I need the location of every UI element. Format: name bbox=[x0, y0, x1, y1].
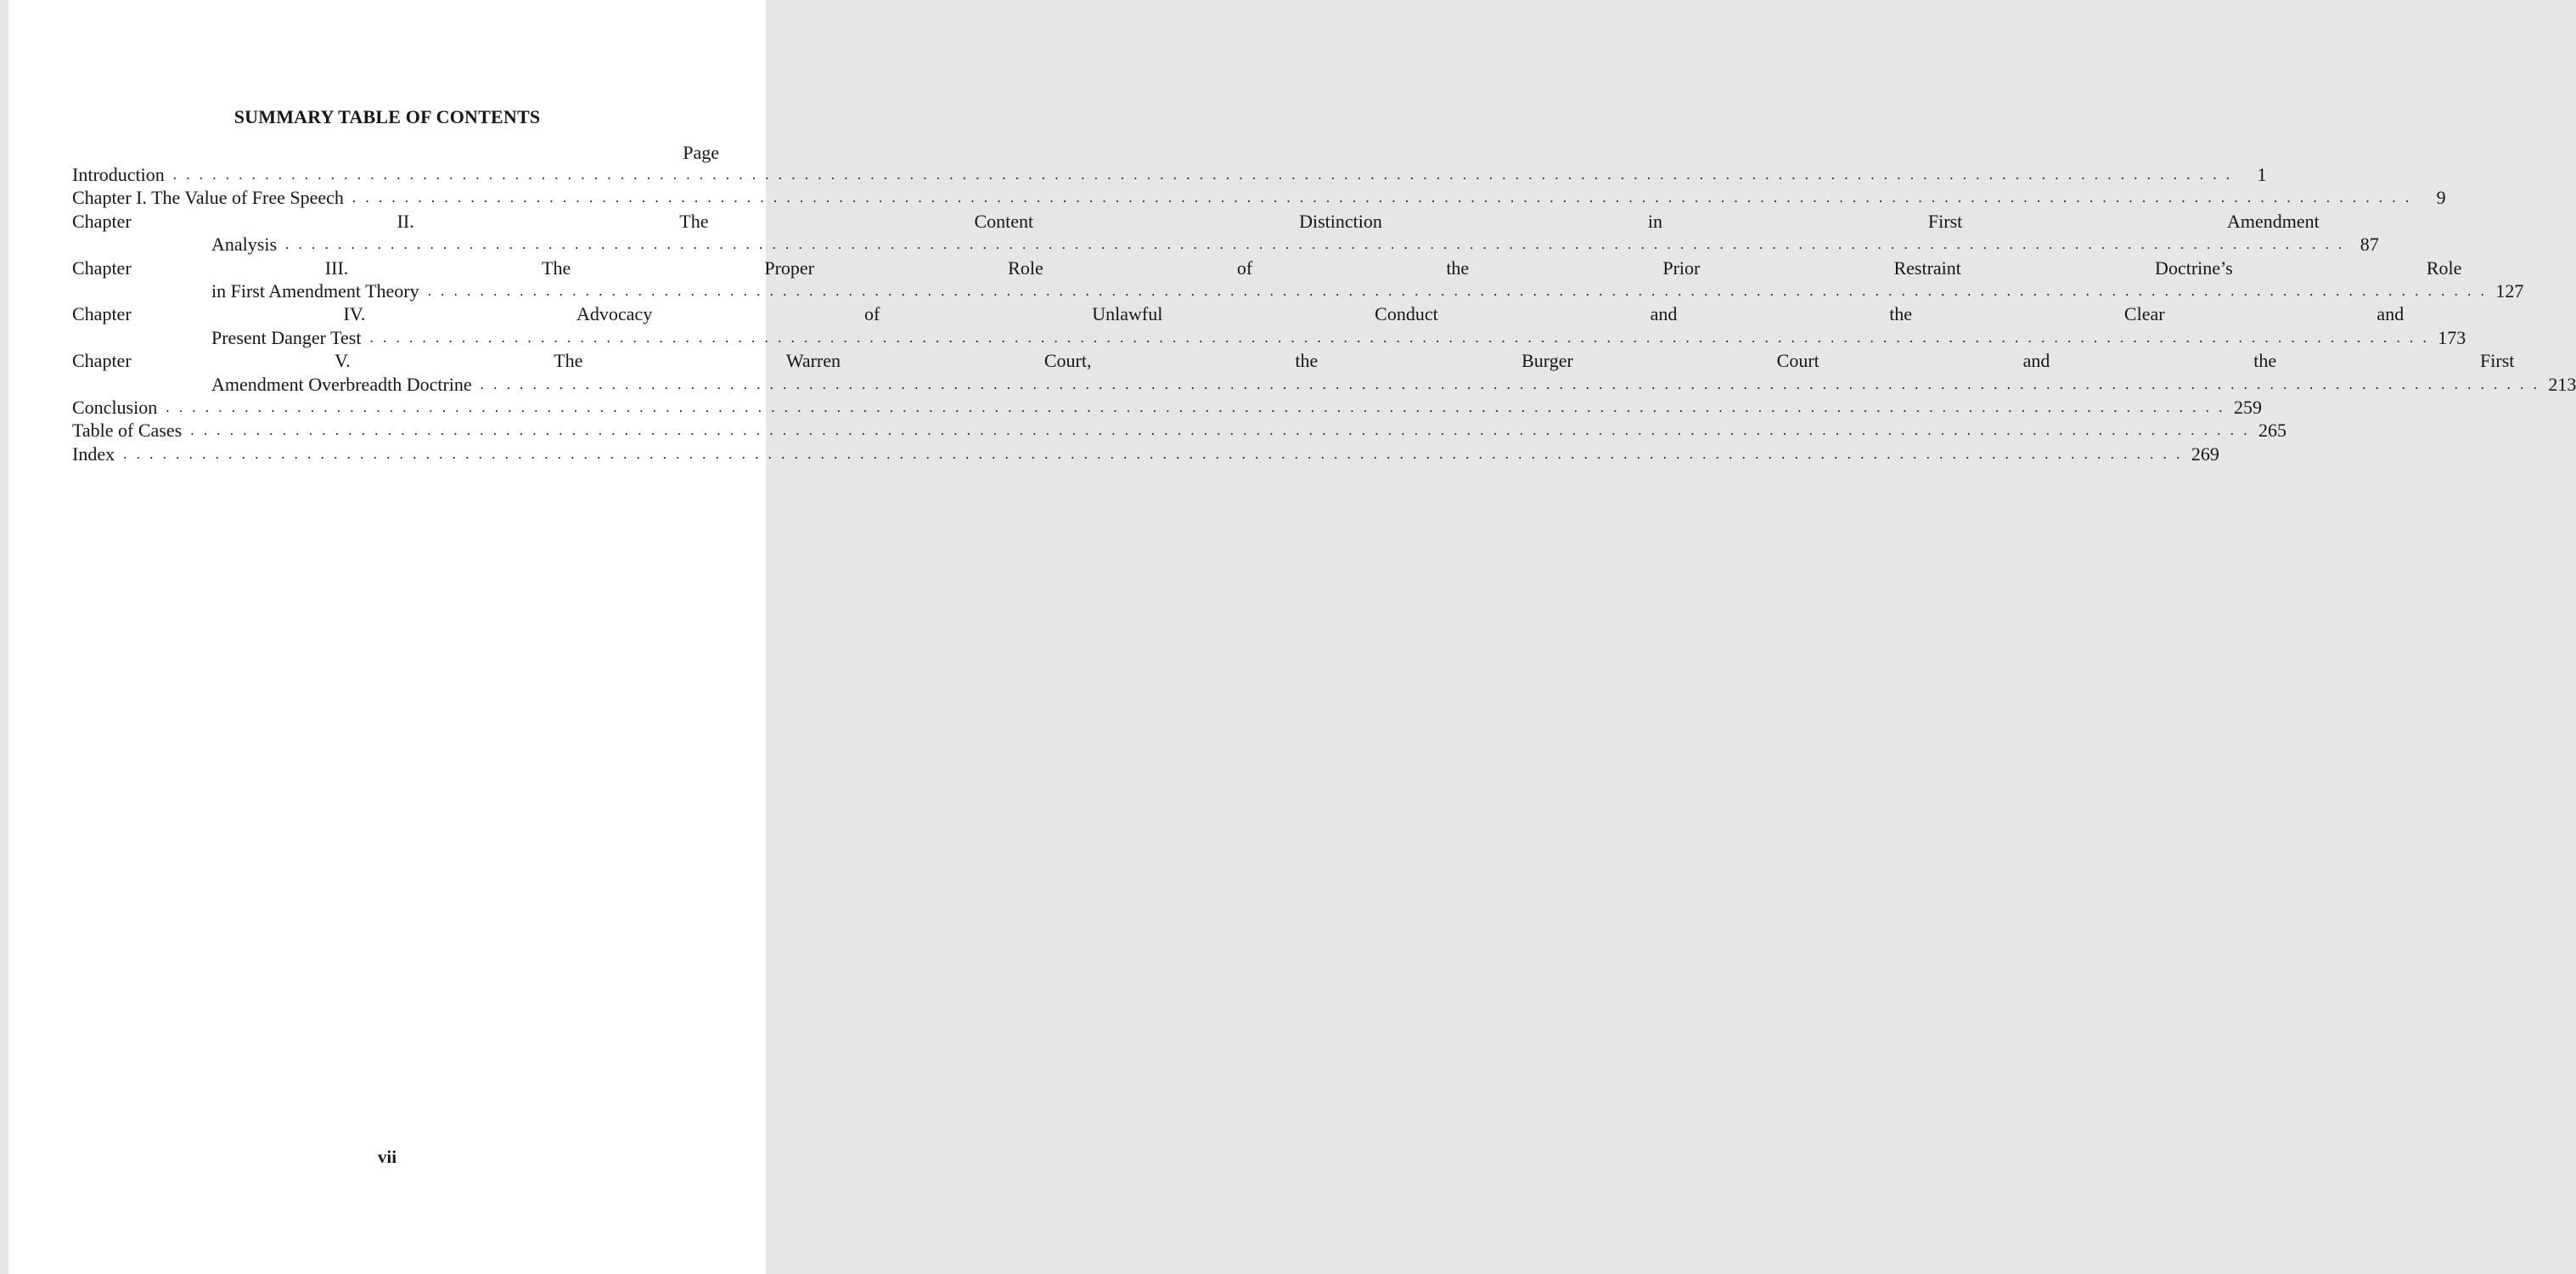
toc-entry-title: Index bbox=[72, 443, 115, 465]
dot-leader bbox=[428, 279, 2488, 302]
toc-entry-title: Chapter I. The Value of Free Speech bbox=[72, 187, 344, 209]
page-title: SUMMARY TABLE OF CONTENTS bbox=[233, 106, 541, 127]
page-column-label: Page bbox=[683, 142, 719, 163]
toc-entry-title-line2: Present Danger Test bbox=[211, 326, 362, 348]
toc-entry-title-line1: Chapter III. The Proper Role of the Prior Restraint Doctrine’s Role bbox=[72, 256, 2462, 279]
toc-entry-page: 265 bbox=[2258, 420, 2286, 442]
toc-entry-title-line1: Chapter IV. Advocacy of Unlawful Conduct and the Clear and bbox=[72, 303, 2404, 325]
dot-leader bbox=[173, 163, 2233, 186]
toc-entry-title: Conclusion bbox=[72, 397, 158, 419]
toc-entry-title: Introduction bbox=[72, 164, 165, 185]
toc-entry-page: 269 bbox=[2191, 443, 2219, 465]
dot-leader bbox=[123, 443, 2183, 465]
toc-entry-title: Table of Cases bbox=[72, 420, 183, 442]
toc-entry-page: 87 bbox=[2359, 234, 2379, 256]
dot-leader bbox=[369, 326, 2429, 349]
toc-entry-chapter-4 bbox=[72, 302, 2466, 349]
dot-leader bbox=[166, 396, 2225, 419]
page-number-footer: vii bbox=[377, 1147, 397, 1167]
toc-entry-page: 9 bbox=[2436, 187, 2446, 209]
toc-entry-chapter-1 bbox=[72, 186, 2446, 209]
toc-entry-page: 213 bbox=[2548, 373, 2576, 395]
toc-entry-index bbox=[72, 443, 2219, 465]
toc-entry-title-line1: Chapter II. The Content Distinction in First Amendment bbox=[72, 210, 2320, 232]
table-of-contents bbox=[72, 163, 2576, 465]
toc-entry-chapter-3 bbox=[72, 256, 2524, 303]
toc-entry-title-line1: Chapter V. The Warren Court, the Burger Court and the First bbox=[72, 350, 2515, 372]
toc-entry-page: 259 bbox=[2233, 397, 2262, 419]
dot-leader bbox=[190, 419, 2250, 442]
toc-entry-title-line2: in First Amendment Theory bbox=[211, 280, 419, 302]
toc-entry-table-of-cases bbox=[72, 419, 2286, 442]
toc-entry-introduction bbox=[72, 163, 2267, 186]
toc-entry-page: 1 bbox=[2257, 164, 2267, 185]
toc-entry-title-line2: Amendment Overbreadth Doctrine bbox=[211, 373, 472, 395]
dot-leader bbox=[285, 233, 2345, 256]
toc-entry-page: 173 bbox=[2438, 326, 2466, 348]
dot-leader bbox=[352, 186, 2412, 209]
toc-entry-title-line2: Analysis bbox=[211, 234, 277, 256]
dot-leader bbox=[481, 373, 2540, 396]
toc-entry-chapter-5 bbox=[72, 349, 2576, 396]
toc-entry-chapter-2 bbox=[72, 210, 2379, 256]
toc-entry-conclusion bbox=[72, 396, 2262, 419]
book-page bbox=[8, 0, 2576, 1274]
toc-entry-page: 127 bbox=[2495, 280, 2524, 302]
